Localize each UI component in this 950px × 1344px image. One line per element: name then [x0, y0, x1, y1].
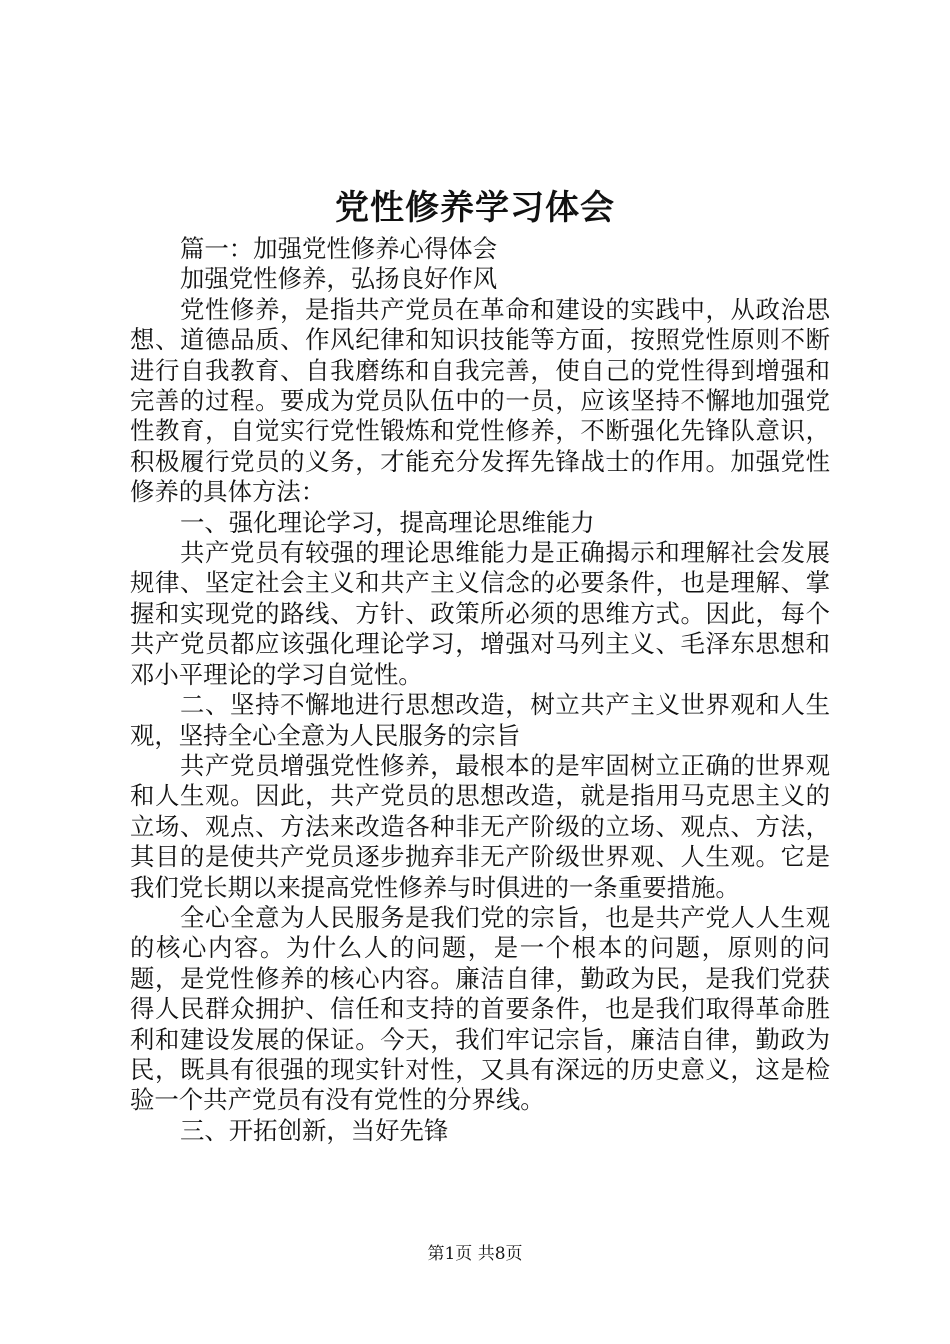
subsection-heading: 二、坚持不懈地进行思想改造，树立共产主义世界观和人生观，坚持全心全意为人民服务的宗旨	[130, 690, 830, 750]
paragraph: 党性修养，是指共产党员在革命和建设的实践中，从政治思想、道德品质、作风纪律和知识技能等方面，按照党性原则不断进行自我教育、自我磨练和自我完善，使自己的党性得到增强和完善的过程。要成为党员队伍中的一员，应该坚持不懈地加强党性教育，自觉实行党性锻炼和党性修养，不断强化先锋队意识，积极履行党员的义务，才能充分发挥先锋战士的作用。加强党性修养的具体方法：	[130, 294, 830, 507]
section-heading: 篇一：加强党性修养心得体会	[180, 234, 498, 263]
subsection-heading: 一、强化理论学习，提高理论思维能力	[180, 507, 595, 537]
paragraph: 全心全意为人民服务是我们党的宗旨，也是共产党人人生观的核心内容。为什么人的问题，是一个根本的问题，原则的问题，是党性修养的核心内容。廉洁自律，勤政为民，是我们党获得人民群众拥护、信任和支持的首要条件，也是我们取得革命胜利和建设发展的保证。今天，我们牢记宗旨，廉洁自律，勤政为民，既具有很强的现实针对性，又具有深远的历史意义，这是检验一个共产党员有没有党性的分界线。	[130, 902, 830, 1115]
paragraph: 共产党员增强党性修养，最根本的是牢固树立正确的世界观和人生观。因此，共产党员的思想改造，就是指用马克思主义的立场、观点、方法来改造各种非无产阶级的立场、观点、方法，其目的是使共产党员逐步抛弃非无产阶级世界观、人生观。它是我们党长期以来提高党性修养与时俱进的一条重要措施。	[130, 750, 830, 902]
subsection-heading: 三、开拓创新，当好先锋	[180, 1115, 449, 1145]
document-title: 党性修养学习体会	[335, 188, 615, 228]
page-number-footer: 第1页 共8页	[427, 1244, 523, 1264]
article-subtitle: 加强党性修养，弘扬良好作风	[180, 264, 498, 294]
paragraph: 共产党员有较强的理论思维能力是正确揭示和理解社会发展规律、坚定社会主义和共产主义信念的必要条件，也是理解、掌握和实现党的路线、方针、政策所必须的思维方式。因此，每个共产党员都应该强化理论学习，增强对马列主义、毛泽东思想和邓小平理论的学习自觉性。	[130, 538, 830, 689]
document-body	[130, 234, 830, 1146]
